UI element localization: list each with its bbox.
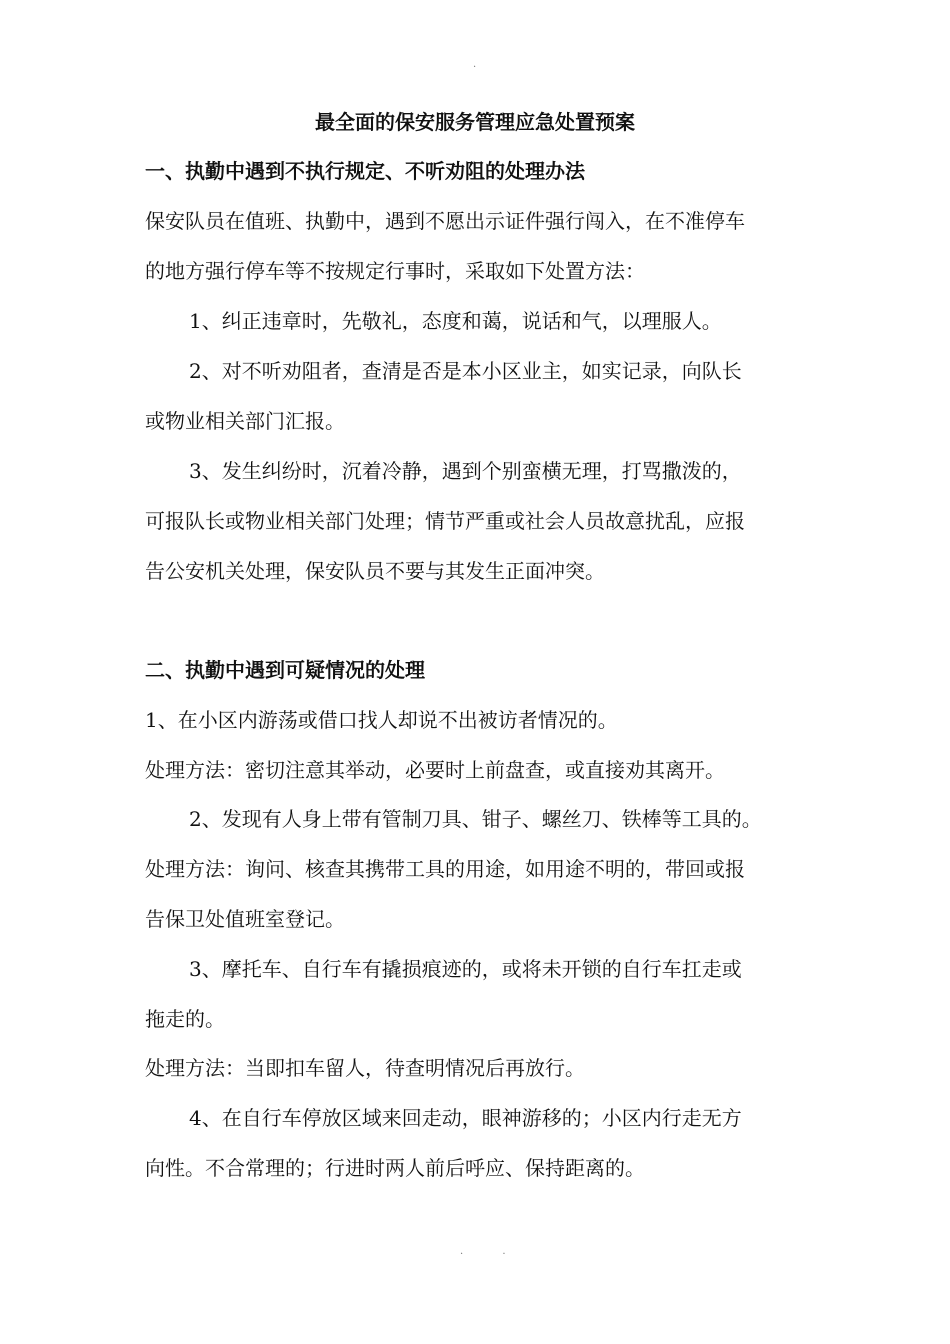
section1-heading: 一、执勤中遇到不执行规定、不听劝阻的处理办法 — [145, 159, 585, 183]
section2-item-3-method: 处理方法：当即扣车留人，待查明情况后再放行。 — [145, 1056, 585, 1080]
section1-item-3: 3、发生纠纷时，沉着冷静，遇到个别蛮横无理，打骂撒泼的， — [189, 459, 742, 483]
section1-paragraph-line: 的地方强行停车等不按规定行事时，采取如下处置方法： — [145, 259, 645, 283]
section2-item-4: 4、在自行车停放区域来回走动，眼神游移的；小区内行走无方 — [189, 1106, 742, 1130]
document-title: 最全面的保安服务管理应急处置预案 — [315, 110, 635, 134]
section1-item-3-continued: 告公安机关处理，保安队员不要与其发生正面冲突。 — [145, 559, 605, 583]
section1-item-2-continued: 或物业相关部门汇报。 — [145, 409, 345, 433]
section2-item-1: 1、在小区内游荡或借口找人却说不出被访者情况的。 — [145, 708, 618, 732]
section2-heading: 二、执勤中遇到可疑情况的处理 — [145, 658, 425, 682]
section2-item-2-method-continued: 告保卫处值班室登记。 — [145, 907, 345, 931]
section1-item-1: 1、纠正违章时，先敬礼，态度和蔼，说话和气，以理服人。 — [189, 309, 722, 333]
header-dot: . — [473, 59, 477, 70]
section2-item-3-continued: 拖走的。 — [145, 1007, 225, 1031]
section1-paragraph-line: 保安队员在值班、执勤中，遇到不愿出示证件强行闯入，在不准停车 — [145, 209, 745, 233]
section2-item-1-method: 处理方法：密切注意其举动，必要时上前盘查，或直接劝其离开。 — [145, 758, 725, 782]
section2-item-3: 3、摩托车、自行车有撬损痕迹的，或将未开锁的自行车扛走或 — [189, 957, 742, 981]
section1-item-2: 2、对不听劝阻者，查清是否是本小区业主，如实记录，向队长 — [189, 359, 742, 383]
section2-item-2: 2、发现有人身上带有管制刀具、钳子、螺丝刀、铁棒等工具的。 — [189, 807, 762, 831]
section1-item-3-continued: 可报队长或物业相关部门处理；情节严重或社会人员故意扰乱，应报 — [145, 509, 745, 533]
section2-item-4-continued: 向性。不合常理的；行进时两人前后呼应、保持距离的。 — [145, 1156, 645, 1180]
footer-dots: . . — [460, 1246, 524, 1257]
section2-item-2-method: 处理方法：询问、核查其携带工具的用途，如用途不明的，带回或报 — [145, 857, 745, 881]
